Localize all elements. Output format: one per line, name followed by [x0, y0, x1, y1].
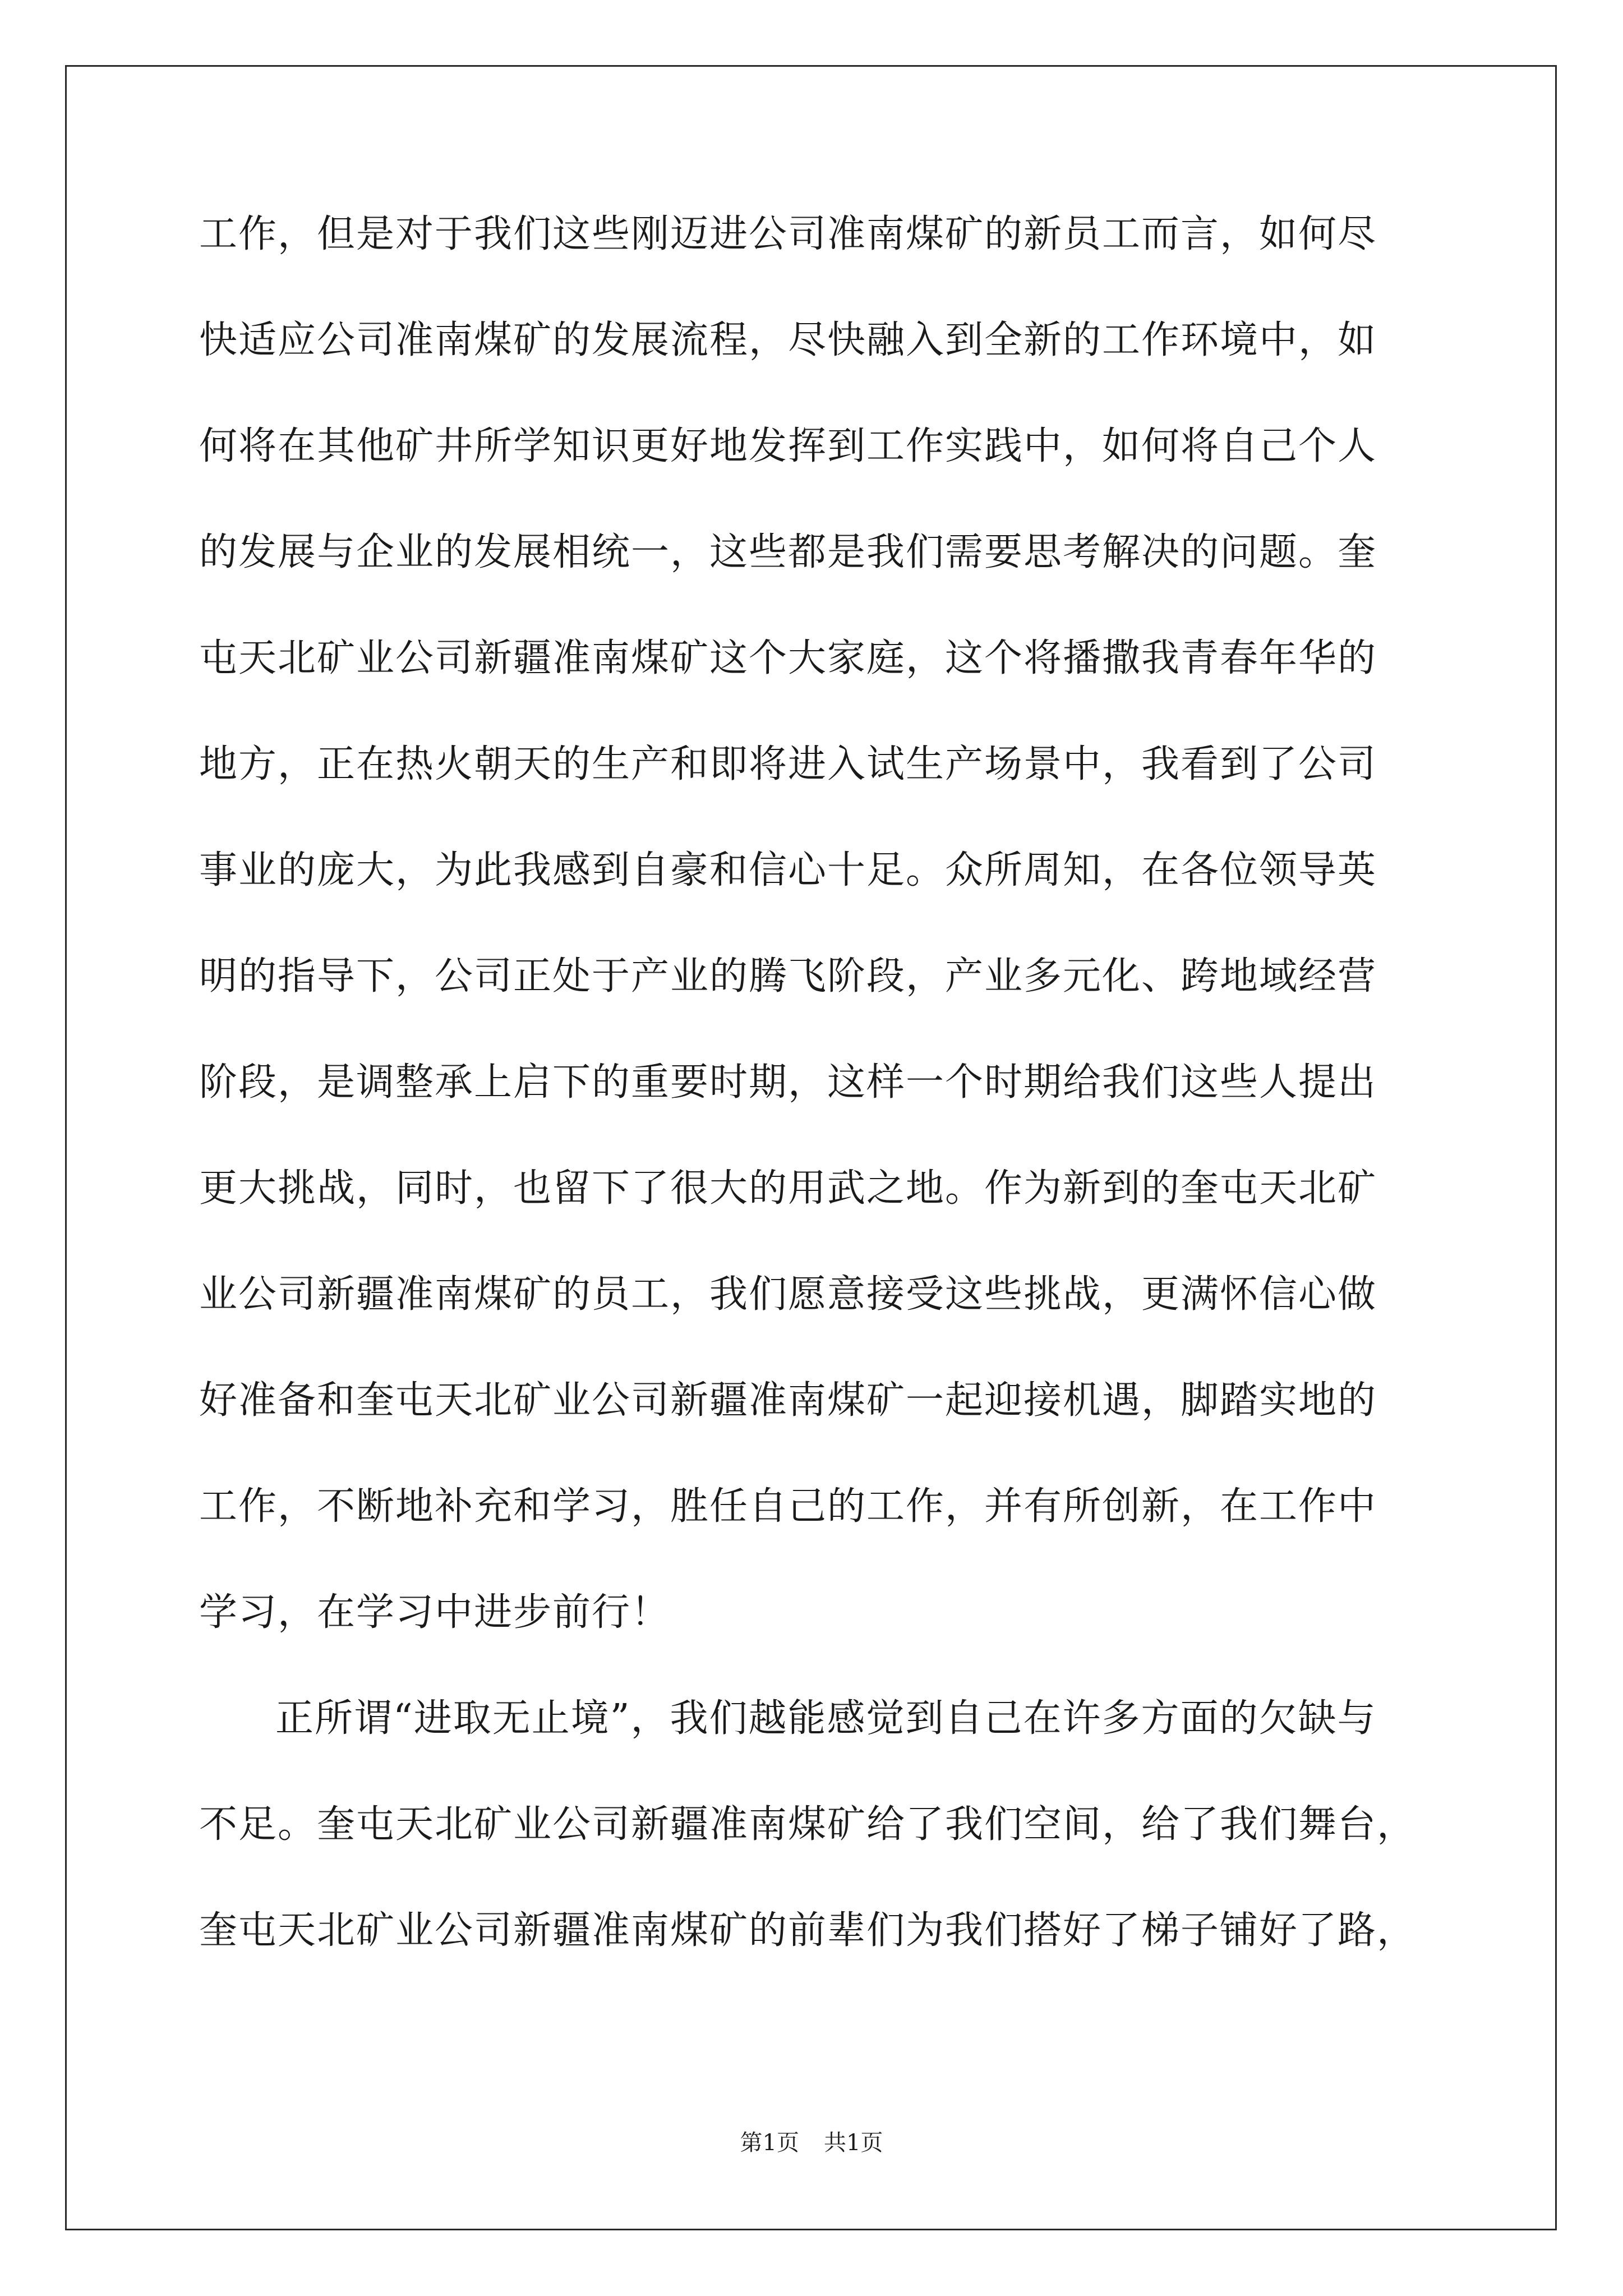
text-line: 快适应公司准南煤矿的发展流程，尽快融入到全新的工作环境中，如 — [199, 318, 1377, 362]
text-line: 业公司新疆准南煤矿的员工，我们愿意接受这些挑战，更满怀信心做 — [199, 1272, 1377, 1317]
text-line: 明的指导下，公司正处于产业的腾飞阶段，产业多元化、跨地域经营 — [199, 954, 1377, 999]
text-line: 地方，正在热火朝天的生产和即将进入试生产场景中，我看到了公司 — [199, 742, 1377, 786]
text-line: 奎屯天北矿业公司新疆准南煤矿的前辈们为我们搭好了梯子铺好了路， — [199, 1908, 1417, 1953]
page-number: 第1页 — [740, 2130, 799, 2156]
text-line: 阶段，是调整承上启下的重要时期，这样一个时期给我们这些人提出 — [199, 1060, 1377, 1105]
text-line: 更大挑战，同时，也留下了很大的用武之地。作为新到的奎屯天北矿 — [199, 1166, 1377, 1211]
text-line: 不足。奎屯天北矿业公司新疆准南煤矿给了我们空间，给了我们舞台， — [199, 1802, 1417, 1847]
text-line: 好准备和奎屯天北矿业公司新疆准南煤矿一起迎接机遇，脚踏实地的 — [199, 1378, 1377, 1423]
text-line: 事业的庞大，为此我感到自豪和信心十足。众所周知，在各位领导英 — [199, 848, 1377, 892]
page-border — [65, 65, 1557, 2230]
text-line: 学习，在学习中进步前行！ — [199, 1590, 671, 1635]
text-line: 屯天北矿业公司新疆准南煤矿这个大家庭，这个将播撒我青春年华的 — [199, 636, 1377, 680]
text-line: 工作，不断地补充和学习，胜任自己的工作，并有所创新，在工作中 — [199, 1484, 1377, 1529]
text-line: 的发展与企业的发展相统一，这些都是我们需要思考解决的问题。奎 — [199, 530, 1377, 574]
page-footer — [0, 2125, 1623, 2157]
text-line: 工作，但是对于我们这些刚迈进公司准南煤矿的新员工而言，如何尽 — [199, 212, 1377, 256]
page-total: 共1页 — [824, 2130, 883, 2156]
text-line: 何将在其他矿井所学知识更好地发挥到工作实践中，如何将自己个人 — [199, 424, 1377, 468]
text-line: 正所谓“进取无止境”，我们越能感觉到自己在许多方面的欠缺与 — [275, 1696, 1377, 1741]
